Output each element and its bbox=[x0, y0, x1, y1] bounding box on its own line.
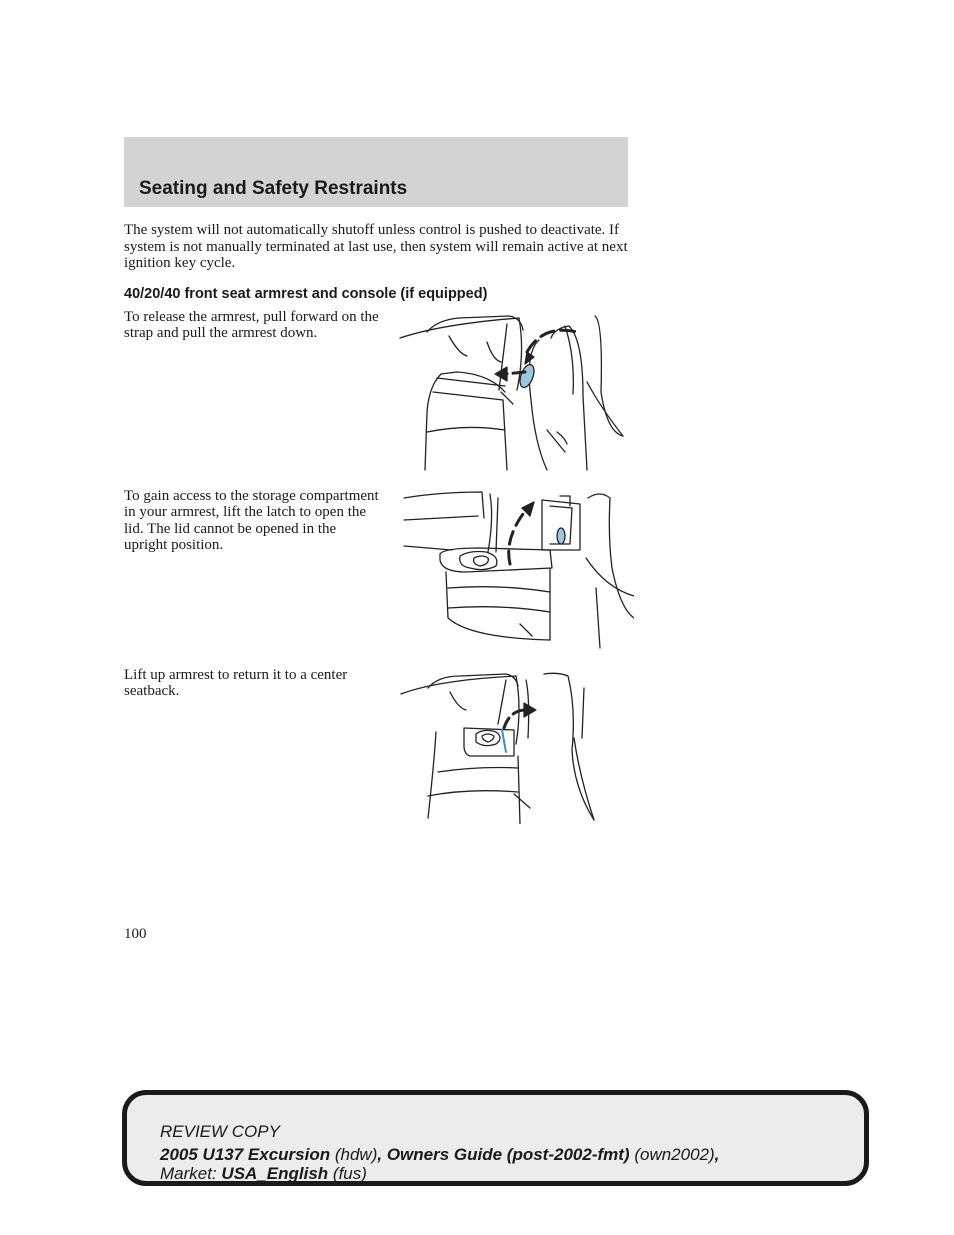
market-name: USA_English bbox=[221, 1164, 329, 1183]
separator: , bbox=[714, 1145, 720, 1164]
market-label: Market: bbox=[160, 1164, 217, 1183]
armrest-subheading: 40/20/40 front seat armrest and console (if equipped) bbox=[124, 286, 488, 302]
armrest-release-illustration bbox=[397, 312, 632, 472]
page-number: 100 bbox=[124, 926, 147, 942]
armrest-return-illustration bbox=[398, 668, 598, 824]
storage-compartment-illustration bbox=[400, 488, 634, 658]
vehicle-name: 2005 U137 Excursion bbox=[160, 1145, 331, 1164]
intro-paragraph: The system will not automatically shutoff unless control is pushed to deactivate. If system is not manually terminated at last use, then system will remain active at next ignition key cycle. bbox=[124, 222, 628, 272]
step-return-armrest-text: Lift up armrest to return it to a center seatback. bbox=[124, 667, 348, 700]
market-code: (fus) bbox=[332, 1164, 367, 1183]
separator: , bbox=[377, 1145, 383, 1164]
guide-code: (own2002) bbox=[634, 1145, 715, 1164]
market-line bbox=[160, 1164, 367, 1184]
document-info-line bbox=[160, 1145, 719, 1165]
step-storage-compartment-text: To gain access to the storage compartment in your armrest, lift the latch to open the lid. The lid cannot be opened in the upright position. bbox=[124, 488, 379, 554]
section-title: Seating and Safety Restraints bbox=[139, 178, 408, 199]
review-copy-footer bbox=[122, 1090, 869, 1186]
section-header-band bbox=[124, 137, 628, 207]
vehicle-code: (hdw) bbox=[334, 1145, 378, 1164]
step-release-armrest-text: To release the armrest, pull forward on the strap and pull the armrest down. bbox=[124, 309, 379, 342]
review-copy-label: REVIEW COPY bbox=[160, 1122, 280, 1141]
guide-name: Owners Guide (post-2002-fmt) bbox=[386, 1145, 630, 1164]
